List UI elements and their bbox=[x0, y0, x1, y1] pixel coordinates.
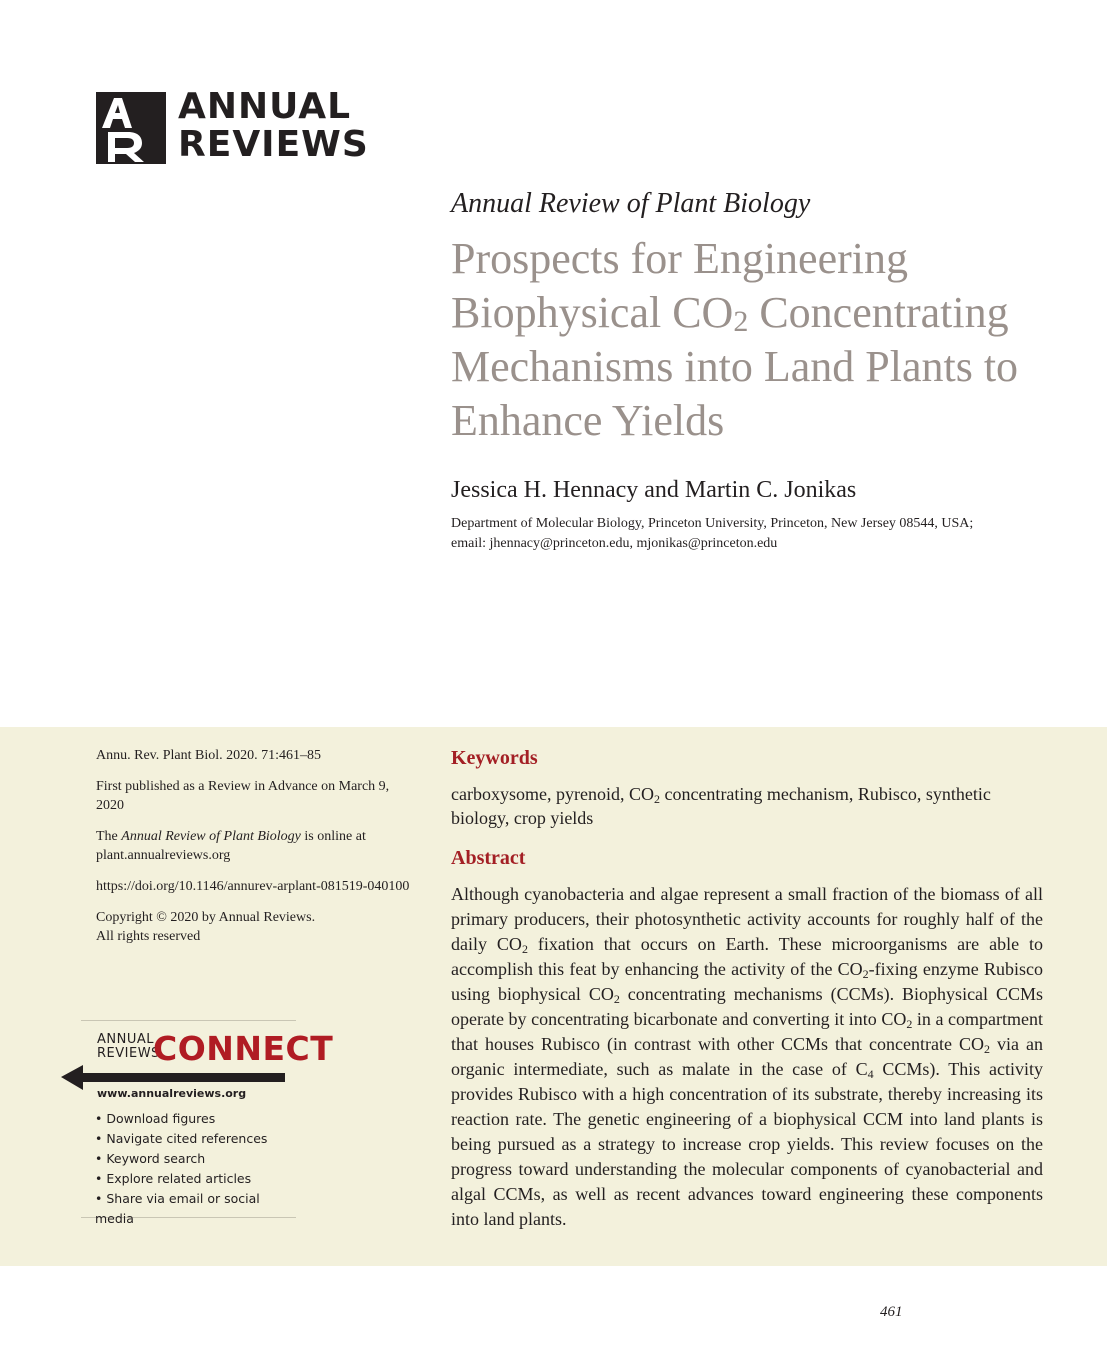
page-number: 461 bbox=[880, 1304, 903, 1320]
keywords-heading: Keywords bbox=[451, 747, 538, 769]
list-item: • Download figures bbox=[95, 1111, 216, 1126]
journal-name: Annual Review of Plant Biology bbox=[451, 188, 811, 219]
affiliation-line-2: email: jhennacy@princeton.edu, mjonikas@princeton.edu bbox=[451, 536, 778, 551]
logo-line-annual: ANNUAL bbox=[178, 86, 352, 127]
publication-date: First published as a Review in Advance on March 9, 2020 bbox=[96, 779, 390, 813]
list-item: • Navigate cited references bbox=[95, 1131, 268, 1146]
citation: Annu. Rev. Plant Biol. 2020. 71:461–85 bbox=[96, 748, 322, 763]
logo-line-reviews: REVIEWS bbox=[178, 124, 369, 165]
connect-title: CONNECT bbox=[153, 1029, 334, 1068]
logo-wordmark bbox=[178, 88, 369, 164]
article-title: Prospects for Engineering Biophysical $CO_2$ Concentrating Mechanisms into Land Plants to Enhance Yields bbox=[451, 234, 1019, 445]
keywords-abstract-section bbox=[451, 744, 1043, 1232]
keywords-text: carboxysome, pyrenoid, $CO_2$ concentrating mechanism, Rubisco, synthetic biology, crop yields bbox=[451, 784, 991, 828]
annual-reviews-connect-box bbox=[81, 1020, 334, 1226]
affiliation bbox=[451, 514, 1071, 554]
annual-reviews-logo bbox=[96, 86, 369, 165]
connect-url[interactable]: www.annualreviews.org bbox=[97, 1087, 247, 1100]
authors: Jessica H. Hennacy and Martin C. Jonikas bbox=[451, 477, 857, 503]
connect-brand-small: ANNUAL REVIEWS bbox=[97, 1032, 160, 1061]
list-item: • Share via email or social media bbox=[95, 1191, 260, 1226]
list-item: • Explore related articles bbox=[95, 1171, 252, 1186]
copyright: Copyright © 2020 by Annual Reviews. All rights reserved bbox=[96, 910, 316, 944]
online-note: The Annual Review of Plant Biology is online at plant.annualreviews.org bbox=[96, 829, 366, 863]
ar-logo-mark-icon bbox=[96, 92, 166, 164]
list-item: • Keyword search bbox=[95, 1151, 206, 1166]
connect-feature-list bbox=[95, 1109, 296, 1229]
abstract-heading: Abstract bbox=[451, 847, 526, 869]
article-info-sidebar bbox=[96, 746, 416, 958]
affiliation-line-1: Department of Molecular Biology, Princeton University, Princeton, New Jersey 08544, USA; bbox=[451, 516, 974, 531]
doi-link[interactable]: https://doi.org/10.1146/annurev-arplant-081519-040100 bbox=[96, 879, 410, 894]
abstract-text: Although cyanobacteria and algae represent a small fraction of the biomass of all primary producers, their photosynthetic activity accounts for roughly half of the daily $CO_2$ fixation that occurs on Earth. These microorganisms are able to accomplish this feat by enhancing the activity of the $CO_2$-fixing enzyme Rubisco using biophysical $CO_2$ concentrating mechanisms (CCMs). Biophysical CCMs operate by concentrating bicarbonate and converting it into $CO_2$ in a compartment that houses Rubisco (in contrast with other CCMs that concentrate $CO_2$ via an organic intermediate, such as malate in the case of $C_4$ CCMs). This activity provides Rubisco with a high concentration of its substrate, thereby increasing its reaction rate. The genetic engineering of a biophysical CCM into land plants is being pursued as a strategy to increase crop yields. This review focuses on the progress toward understanding the molecular components of cyanobacterial and algal CCMs, as well as recent advances toward engineering these components into land plants. bbox=[451, 884, 1043, 1229]
